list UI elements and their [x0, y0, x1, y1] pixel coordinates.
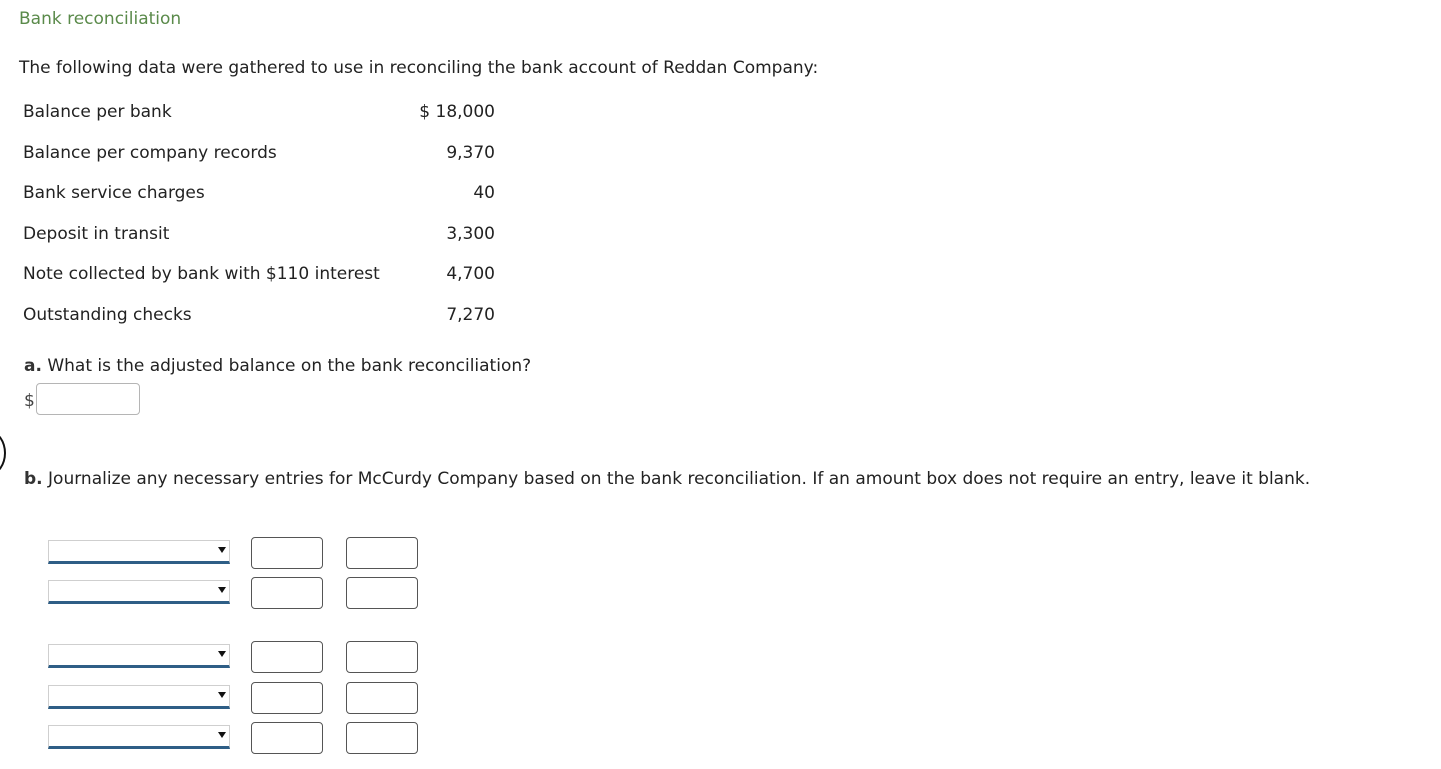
- data-row: [23, 299, 495, 340]
- page-title: Bank reconciliation: [19, 9, 182, 29]
- debit-amount-input[interactable]: [251, 722, 323, 754]
- question-b: [24, 469, 1310, 489]
- data-row-label: Outstanding checks: [23, 304, 192, 325]
- chevron-down-icon: [218, 732, 226, 738]
- data-row-label: Bank service charges: [23, 183, 205, 203]
- chevron-down-icon: [218, 587, 226, 593]
- question-a: [24, 356, 531, 376]
- question-b-letter: b.: [24, 469, 43, 489]
- account-select[interactable]: [48, 580, 230, 604]
- data-row-label: Deposit in transit: [23, 223, 170, 244]
- data-row-label: Balance per bank: [23, 102, 172, 122]
- account-select[interactable]: [48, 685, 230, 709]
- question-a-letter: a.: [24, 356, 42, 376]
- data-row-label: Balance per company records: [23, 142, 277, 163]
- data-row-value: 9,370: [446, 142, 495, 163]
- data-row: [23, 177, 495, 218]
- data-row-value: $ 18,000: [419, 102, 495, 122]
- debit-amount-input[interactable]: [251, 682, 323, 714]
- side-edge-mark: [0, 431, 6, 475]
- data-row: [23, 96, 495, 137]
- account-select[interactable]: [48, 540, 230, 564]
- data-row-value: 7,270: [446, 304, 495, 325]
- data-row: [23, 258, 495, 299]
- reconciliation-data-table: [23, 96, 495, 339]
- data-row-value: 3,300: [446, 223, 495, 244]
- credit-amount-input[interactable]: [346, 682, 418, 714]
- credit-amount-input[interactable]: [346, 641, 418, 673]
- credit-amount-input[interactable]: [346, 722, 418, 754]
- data-row: [23, 137, 495, 178]
- chevron-down-icon: [218, 651, 226, 657]
- account-select[interactable]: [48, 725, 230, 749]
- credit-amount-input[interactable]: [346, 577, 418, 609]
- data-row: [23, 218, 495, 259]
- data-row-label: Note collected by bank with $110 interest: [23, 264, 380, 284]
- debit-amount-input[interactable]: [251, 537, 323, 569]
- intro-text: The following data were gathered to use in reconciling the bank account of Reddan Company:: [19, 58, 819, 78]
- question-b-text: Journalize any necessary entries for McCurdy Company based on the bank reconciliation. If an amount box does not require an entry, leave it blank.: [48, 469, 1311, 489]
- debit-amount-input[interactable]: [251, 641, 323, 673]
- account-select[interactable]: [48, 644, 230, 668]
- chevron-down-icon: [218, 547, 226, 553]
- currency-symbol: $: [24, 391, 35, 411]
- credit-amount-input[interactable]: [346, 537, 418, 569]
- chevron-down-icon: [218, 692, 226, 698]
- question-a-text: What is the adjusted balance on the bank reconciliation?: [47, 356, 532, 376]
- data-row-value: 40: [473, 183, 495, 203]
- data-row-value: 4,700: [446, 264, 495, 284]
- adjusted-balance-input[interactable]: [36, 383, 140, 415]
- debit-amount-input[interactable]: [251, 577, 323, 609]
